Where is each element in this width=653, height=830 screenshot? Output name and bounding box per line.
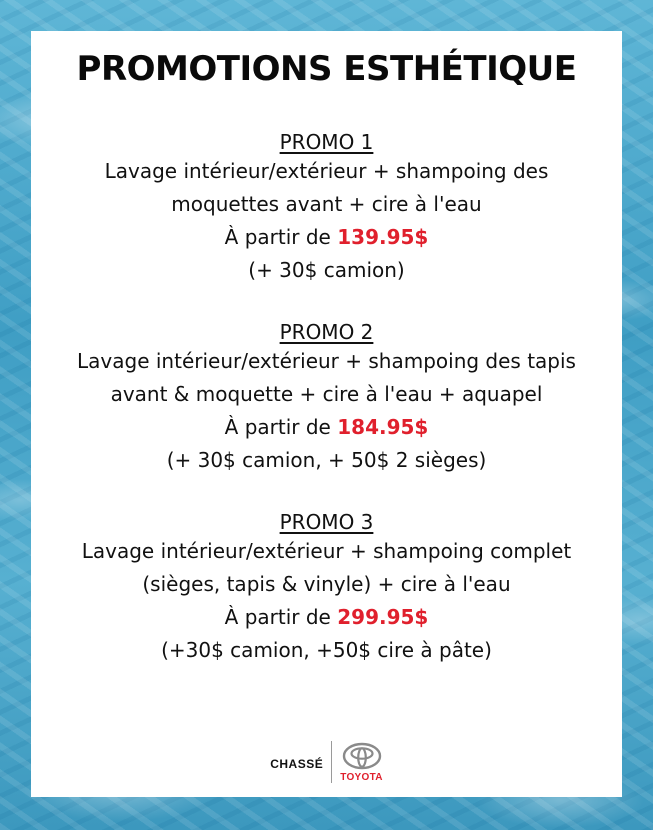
brand-lockup <box>340 742 383 783</box>
promo-3-price-prefix: À partir de <box>224 605 338 629</box>
brand-name: TOYOTA <box>340 771 383 783</box>
dealer-name: CHASSÉ <box>270 757 324 771</box>
promo-1-price-line <box>31 221 622 254</box>
promo-2-title: PROMO 2 <box>279 320 374 344</box>
promo-1-description-line-2: moquettes avant + cire à l'eau <box>171 192 482 216</box>
promo-1-price: 139.95$ <box>337 225 429 249</box>
promo-3-title: PROMO 3 <box>279 510 374 534</box>
promo-3-extras: (+30$ camion, +50$ cire à pâte) <box>161 638 492 662</box>
promo-1-title: PROMO 1 <box>279 130 374 154</box>
dealer-logo <box>31 740 622 784</box>
promo-3-price: 299.95$ <box>337 605 429 629</box>
promo-2-description-line-1: Lavage intérieur/extérieur + shampoing des tapis <box>77 349 576 373</box>
promo-card <box>31 31 622 797</box>
promo-1 <box>31 129 622 287</box>
promo-1-description-line-1: Lavage intérieur/extérieur + shampoing des <box>104 159 549 183</box>
page-title: PROMOTIONS ESTHÉTIQUE <box>76 49 577 89</box>
promo-2 <box>31 319 622 477</box>
promo-3-description-line-1: Lavage intérieur/extérieur + shampoing complet <box>81 539 572 563</box>
promo-1-price-prefix: À partir de <box>224 225 338 249</box>
promo-2-extras: (+ 30$ camion, + 50$ 2 sièges) <box>166 448 487 472</box>
promo-3-price-line <box>31 601 622 634</box>
promo-3-description-line-2: (sièges, tapis & vinyle) + cire à l'eau <box>142 572 511 596</box>
promo-2-description-line-2: avant & moquette + cire à l'eau + aquapel <box>110 382 543 406</box>
promo-3 <box>31 509 622 667</box>
logo-divider <box>331 741 332 783</box>
promo-2-price-line <box>31 411 622 444</box>
promo-1-extras: (+ 30$ camion) <box>248 258 405 282</box>
promo-2-price: 184.95$ <box>337 415 429 439</box>
promo-2-price-prefix: À partir de <box>224 415 338 439</box>
toyota-emblem-icon <box>342 742 382 770</box>
